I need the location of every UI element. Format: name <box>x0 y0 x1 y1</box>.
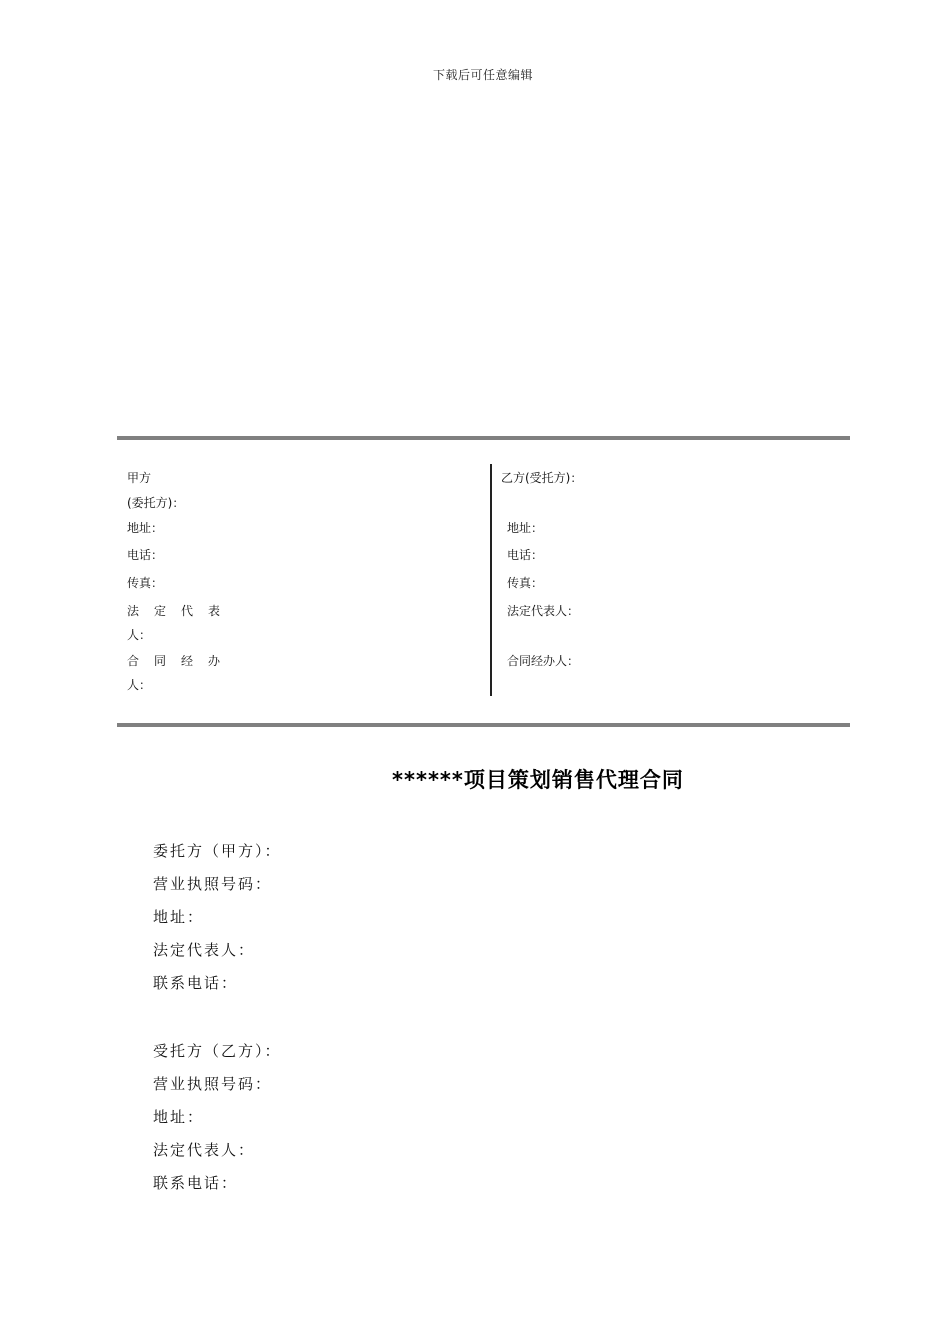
agent-heading: 受托方（乙方）： <box>153 1042 282 1060</box>
party-b-agent-label: 合同经办人： <box>507 654 580 668</box>
party-a-phone-label: 电话： <box>127 548 164 562</box>
party-b-address-label: 地址： <box>507 521 544 535</box>
client-license-label: 营业执照号码： <box>153 875 273 893</box>
bottom-rule <box>117 723 850 727</box>
party-a-address-label: 地址： <box>127 521 164 535</box>
party-b-legal-rep-label: 法定代表人： <box>507 604 580 618</box>
client-phone-label: 联系电话： <box>153 974 239 992</box>
client-address-label: 地址： <box>153 908 205 926</box>
party-b-phone-label: 电话： <box>507 548 544 562</box>
party-a-agent-line1: 合同经办 <box>127 654 236 668</box>
agent-phone-label: 联系电话： <box>153 1174 239 1192</box>
party-a-title-line2: (委托方)： <box>127 496 185 510</box>
agent-address-label: 地址： <box>153 1108 205 1126</box>
party-a-fax-label: 传真： <box>127 576 164 590</box>
party-b-fax-label: 传真： <box>507 576 544 590</box>
agent-license-label: 营业执照号码： <box>153 1075 273 1093</box>
party-a-legal-rep-line2: 人： <box>127 628 152 642</box>
party-a-agent-line2: 人： <box>127 678 152 692</box>
column-divider <box>490 464 492 696</box>
party-a-title-line1: 甲方 <box>127 471 152 485</box>
agent-legal-rep-label: 法定代表人： <box>153 1141 256 1159</box>
client-heading: 委托方（甲方）： <box>153 842 282 860</box>
party-a-legal-rep-line1: 法定代表 <box>127 604 236 618</box>
client-legal-rep-label: 法定代表人： <box>153 941 256 959</box>
document-title: ******项目策划销售代理合同 <box>392 768 684 792</box>
top-rule <box>117 436 850 440</box>
party-b-title: 乙方(受托方)： <box>501 471 583 485</box>
header-note: 下载后可任意编辑 <box>432 68 533 82</box>
